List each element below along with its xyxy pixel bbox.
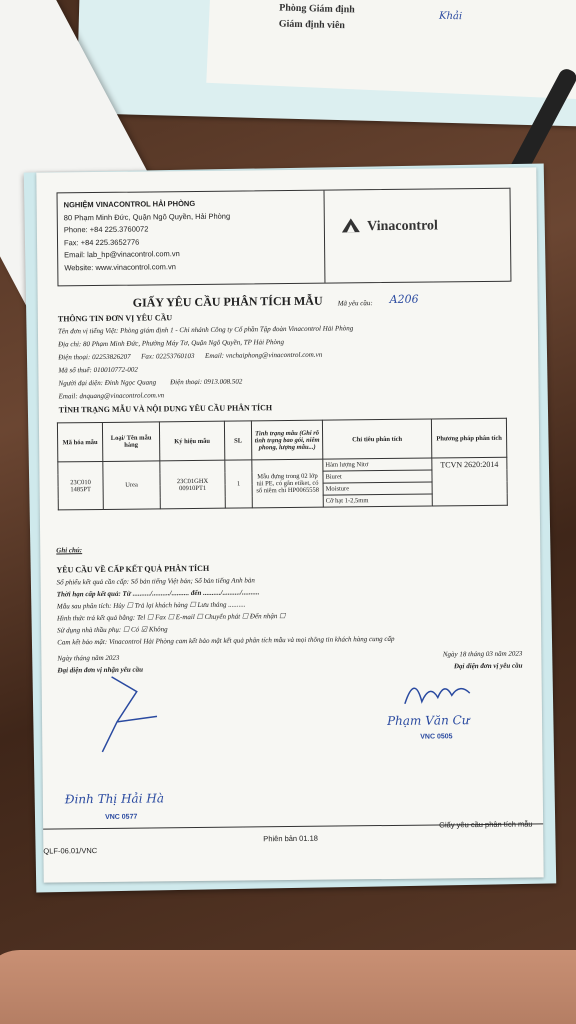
right-stamp-name: Phạm Văn Cư (386, 713, 470, 728)
request-form (36, 167, 543, 882)
table-header-row (57, 418, 506, 462)
left-stamp-name: Đinh Thị Hải Hà (64, 791, 165, 807)
logo-text: Vinacontrol (367, 218, 438, 235)
footer-code: QLF-06.01/VNC (43, 846, 98, 856)
request-code-value: A206 (389, 292, 419, 306)
cell-criteria-4: Cỡ hạt 1-2,5mm (323, 494, 432, 507)
form-title: GIẤY YÊU CẦU PHÂN TÍCH MẪU (132, 293, 323, 310)
cell-code: 23C010 1485PT (58, 461, 104, 509)
left-signature (82, 671, 173, 762)
lab-header (57, 188, 512, 287)
top-paper (206, 0, 576, 102)
cell-qty: 1 (225, 460, 253, 508)
header-qty: SL (224, 421, 251, 460)
lab-contact (64, 197, 311, 275)
vinacontrol-logo (342, 217, 438, 235)
sample-table (57, 418, 508, 511)
lab-fax: Fax: +84 225.3652776 (63, 237, 140, 247)
date-left: Ngày tháng năm 2023 (57, 653, 120, 663)
cell-status: Mẫu đựng trong 02 lớp túi PE, có gắn etiket, có số niêm chì HP0065558 (252, 459, 323, 508)
cell-method: TCVN 2620:2014 (432, 457, 507, 506)
client-rep-email: Email: dnquang@vinacontrol.com.vn (58, 391, 165, 401)
header-symbol: Ký hiệu mẫu (159, 421, 224, 461)
table-section-title: TÌNH TRẠNG MẪU VÀ NỘI DUNG YÊU CẦU PHÂN TÍCH (58, 403, 273, 415)
right-signature (400, 673, 480, 710)
top-folder (76, 0, 576, 127)
result-subcontract: Sử dụng nhà thầu phụ: ☐ Có ☑ Không (57, 625, 168, 635)
top-form-line2: Giám định viên (278, 18, 346, 32)
header-method: Phương pháp phân tích (431, 418, 506, 458)
result-confidential: Cam kết bảo mật: Vinacontrol Hải Phòng cam kết bảo mật kết quả phân tích mẫu và mọi thông tin khách hàng cung cấp (57, 634, 395, 647)
lab-phone: Phone: +84 225.3760072 (63, 224, 149, 235)
client-name: Tên đơn vị tiếng Việt: Phòng giám định 1 - Chi nhánh Công ty Cổ phần Tập đoàn Vinacontrol Hải Phòng (57, 324, 354, 336)
cell-criteria-2: Biuret (323, 470, 432, 483)
cell-type: Urea (103, 461, 160, 510)
header-code: Mã hóa mẫu (57, 422, 102, 461)
client-rep-phone: Điện thoại: 0913.008.502 (170, 377, 243, 387)
left-stamp-code: VNC 0577 (105, 813, 138, 821)
client-email: Email: vnchaiphong@vinacontrol.com.vn (204, 350, 323, 360)
result-sample-after: Mẫu sau phân tích: Hủy ☐ Trả lại khách hàng ☐ Lưu tháng .......... (56, 600, 246, 611)
lab-address: 80 Phạm Minh Đức, Quận Ngô Quyền, Hải Phòng (63, 211, 231, 222)
client-tax: Mã số thuế: 010010772-002 (58, 365, 138, 375)
client-section-title: THÔNG TIN ĐƠN VỊ YÊU CẦU (57, 313, 173, 324)
footer-version: Phiên bản 01.18 (263, 833, 318, 844)
result-deadline: Thời hạn cấp kết quả: Từ ........../........../.......... đến ........../........../.......... (56, 588, 260, 599)
cell-criteria-3: Moisture (323, 482, 432, 495)
right-stamp-code: VNC 0505 (420, 733, 453, 741)
result-section-title: YÊU CẦU VỀ CẤP KẾT QUẢ PHÂN TÍCH (56, 563, 210, 575)
client-rep: Người đại diện: Đinh Ngọc Quang (58, 378, 157, 388)
lab-email: Email: lab_hp@vinacontrol.com.vn (64, 249, 180, 260)
lab-name: NGHIỆM VINACONTROL HẢI PHÒNG (63, 198, 196, 210)
client-info (58, 308, 519, 417)
date-right: Ngày 18 tháng 03 năm 2023 (442, 649, 523, 659)
footer-title: Giấy yêu cầu phân tích mẫu (439, 819, 533, 830)
hand-foreground (0, 950, 576, 1024)
receiver-label: Đại diện đơn vị nhận yêu cầu (57, 665, 143, 675)
result-requirements (56, 540, 522, 677)
requester-label: Đại diện đơn vị yêu cầu (453, 661, 523, 671)
vinacontrol-logo-icon (342, 218, 360, 232)
lab-website: Website: www.vinacontrol.com.vn (64, 261, 176, 272)
result-delivery: Hình thức trả kết quả bằng: Tel ☐ Fax ☐ E-mail ☐ Chuyển phát ☐ Đến nhận ☐ (56, 612, 286, 623)
cell-symbol: 23C01GHX 00910PT1 (160, 460, 225, 509)
client-address: Địa chỉ: 80 Phạm Minh Đức, Phường Máy Tơ, Quận Ngô Quyền, TP Hải Phòng (58, 338, 285, 349)
top-form-line1: Phòng Giám định (279, 2, 355, 16)
note-label: Ghi chú: (56, 546, 83, 555)
header-status: Tình trạng mẫu (Ghi rõ tình trạng bao gói, niêm phong, lượng mẫu...) (251, 420, 322, 460)
header-divider (324, 191, 326, 283)
result-copies: Số phiếu kết quả cần cấp: Số bản tiếng Việt bản; Số bản tiếng Anh bản (56, 576, 255, 587)
request-code-label: Mã yêu cầu: (337, 299, 373, 308)
top-form-handwriting: Khải (438, 10, 463, 23)
cell-criteria-1: Hàm lượng Nitơ (323, 458, 432, 471)
client-phone: Điện thoại: 02253826207 (58, 352, 131, 362)
header-type: Loại/ Tên mẫu hàng (102, 422, 159, 462)
client-fax: Fax: 02253760103 (141, 351, 195, 361)
header-criteria: Chỉ tiêu phân tích (322, 419, 431, 459)
